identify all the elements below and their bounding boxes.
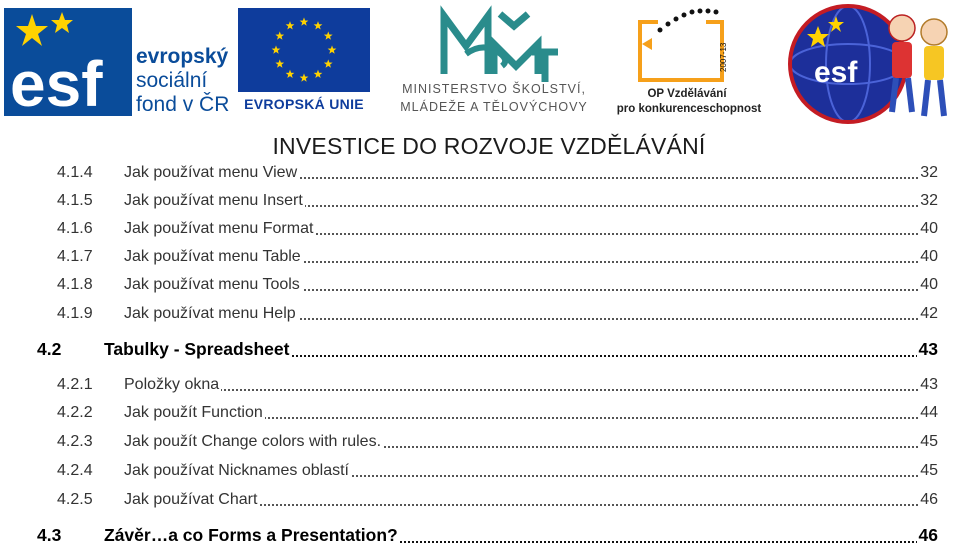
toc-entry-title: Jak používat menu View bbox=[124, 160, 299, 186]
eu-logo bbox=[236, 8, 372, 116]
msmt-logo bbox=[382, 4, 606, 116]
toc-entry-title: Tabulky - Spreadsheet bbox=[104, 336, 291, 362]
toc-entry[interactable] bbox=[0, 522, 960, 550]
toc-entry-page: 46 bbox=[918, 487, 938, 513]
toc-entry[interactable] bbox=[0, 400, 960, 426]
toc-entry-title: Jak používat menu Table bbox=[124, 244, 303, 270]
svg-text:esf: esf bbox=[10, 48, 103, 116]
esf-line3: fond v ČR bbox=[136, 93, 230, 116]
msmt-emblem-icon bbox=[382, 4, 606, 84]
toc-entry-number: 4.1.8 bbox=[57, 276, 93, 293]
toc-entry-page: 43 bbox=[918, 372, 938, 398]
toc-entry[interactable] bbox=[0, 272, 960, 298]
toc-entry-title: Jak použít Function bbox=[124, 400, 265, 426]
op-emblem-icon bbox=[612, 6, 762, 86]
toc-entry-number: 4.3 bbox=[37, 525, 62, 545]
toc-entry-page: 40 bbox=[918, 244, 938, 270]
globe-esf-text: esf bbox=[814, 56, 858, 89]
toc-entry[interactable] bbox=[0, 429, 960, 455]
toc-entry-title: Jak používat Nicknames oblastí bbox=[124, 458, 351, 484]
op-years: 2007-13 bbox=[719, 42, 728, 72]
toc-entry-page: 43 bbox=[917, 336, 938, 362]
op-caption-line1: OP Vzdělávání bbox=[647, 88, 727, 100]
toc-entry[interactable] bbox=[0, 372, 960, 398]
toc-entry-title: Závěr…a co Forms a Presentation? bbox=[104, 522, 400, 548]
toc-entry[interactable] bbox=[0, 160, 960, 186]
toc-entry-number: 4.1.9 bbox=[57, 305, 93, 322]
toc-entry-number: 4.2.2 bbox=[57, 404, 93, 421]
toc-entry-page: 44 bbox=[918, 400, 938, 426]
toc-entry-number: 4.2.3 bbox=[57, 433, 93, 450]
toc-entry-title: Jak používat Chart bbox=[124, 487, 259, 513]
eu-star-icon bbox=[300, 73, 309, 81]
toc-entry-page: 32 bbox=[918, 188, 938, 214]
toc-entry-title: Jak používat menu Insert bbox=[124, 188, 305, 214]
eu-star-icon bbox=[272, 45, 281, 53]
eu-star-icon bbox=[328, 45, 337, 53]
heading-text: INVESTICE DO ROZVOJE VZDĚLÁVÁNÍ bbox=[272, 133, 706, 159]
eu-flag-icon bbox=[238, 8, 370, 92]
toc-entry-title: Jak používat menu Tools bbox=[124, 272, 302, 298]
op-caption-line2: pro konkurenceschopnost bbox=[616, 103, 762, 115]
logo-band bbox=[0, 0, 960, 130]
eu-star-icon bbox=[275, 59, 284, 67]
toc-entry[interactable] bbox=[0, 487, 960, 513]
toc-entry-number: 4.1.4 bbox=[57, 164, 93, 181]
toc-entry-page: 46 bbox=[917, 522, 938, 548]
toc-entry-number: 4.1.5 bbox=[57, 192, 93, 209]
eu-star-icon bbox=[324, 59, 333, 67]
msmt-caption-line2: MLÁDEŽE A TĚLOVÝCHOVY bbox=[400, 100, 588, 114]
eu-star-icon bbox=[314, 21, 323, 29]
toc-entry-number: 4.2 bbox=[37, 339, 62, 359]
toc-entry-page: 42 bbox=[918, 301, 938, 327]
toc-entry-page: 32 bbox=[918, 160, 938, 186]
toc-entry[interactable] bbox=[0, 336, 960, 364]
eu-star-icon bbox=[286, 21, 295, 29]
esf-globe-icon bbox=[784, 2, 958, 126]
toc-entry[interactable] bbox=[0, 458, 960, 484]
toc-entry-number: 4.1.6 bbox=[57, 220, 93, 237]
toc-entry-page: 45 bbox=[918, 458, 938, 484]
toc-entry[interactable] bbox=[0, 244, 960, 270]
eu-star-icon bbox=[275, 31, 284, 39]
op-logo bbox=[612, 6, 762, 116]
page-heading bbox=[0, 133, 960, 160]
msmt-caption-line1: MINISTERSTVO ŠKOLSTVÍ, bbox=[402, 82, 586, 96]
toc-entry-page: 40 bbox=[918, 272, 938, 298]
toc-entry-number: 4.2.1 bbox=[57, 376, 93, 393]
toc-entry-page: 45 bbox=[918, 429, 938, 455]
eu-star-icon bbox=[314, 70, 323, 78]
esf-emblem-icon bbox=[4, 8, 134, 116]
eu-star-icon bbox=[324, 31, 333, 39]
esf-globe-logo bbox=[784, 2, 958, 126]
esf-line2: sociální bbox=[136, 69, 208, 92]
toc-entry[interactable] bbox=[0, 188, 960, 214]
esf-logo bbox=[4, 8, 230, 116]
eu-caption: EVROPSKÁ UNIE bbox=[244, 96, 364, 112]
toc-entry-title: Jak používat menu Help bbox=[124, 301, 298, 327]
esf-line1: evropský bbox=[136, 45, 229, 68]
toc-entry-number: 4.2.4 bbox=[57, 462, 93, 479]
toc-entry[interactable] bbox=[0, 301, 960, 327]
toc-entry-title: Jak používat menu Format bbox=[124, 216, 315, 242]
toc-entry-number: 4.1.7 bbox=[57, 248, 93, 265]
toc-entry-title: Jak použít Change colors with rules. bbox=[124, 429, 383, 455]
toc-dot-leader bbox=[124, 389, 930, 391]
toc-entry-number: 4.2.5 bbox=[57, 491, 93, 508]
toc-entry-title: Položky okna bbox=[124, 372, 221, 398]
eu-star-icon bbox=[300, 17, 309, 25]
eu-star-icon bbox=[286, 70, 295, 78]
toc-entry[interactable] bbox=[0, 216, 960, 242]
toc-entry-page: 40 bbox=[918, 216, 938, 242]
